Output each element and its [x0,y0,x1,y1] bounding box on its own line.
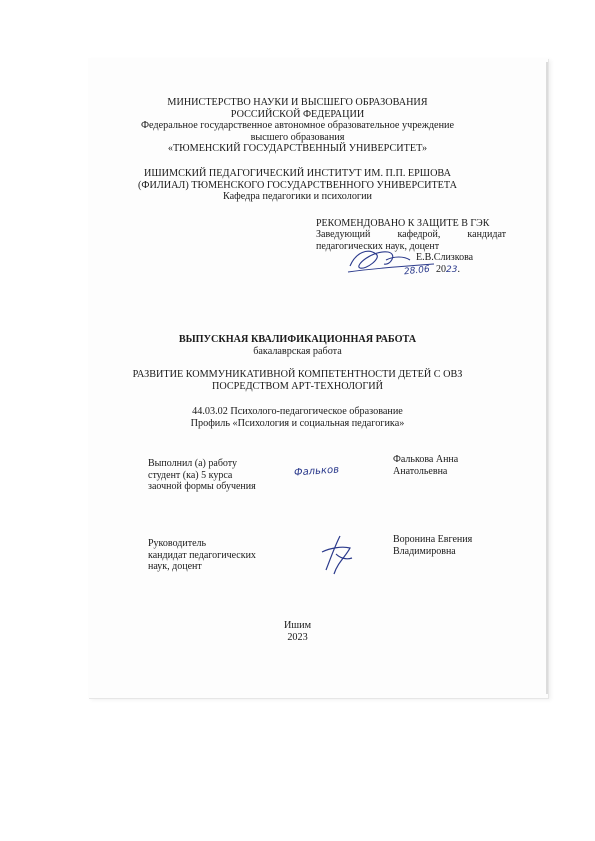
head-word3: кандидат [467,229,506,241]
head-degree: педагогических наук, доцент [316,240,440,252]
institute-line2: (ФИЛИАЛ) ТЮМЕНСКОГО ГОСУДАРСТВЕННОГО УНИВЕРСИТЕТА [138,179,457,191]
year: 2023 [287,631,308,643]
specialty-profile: Профиль «Психология и социальная педагогика» [190,417,405,429]
department-name: Кафедра педагогики и психологии [222,191,372,203]
institution-type-line: Федеральное государственное автономное образовательное учреждение [140,120,454,132]
handwritten-year: 23 [446,264,458,275]
student-role-block [148,458,256,493]
work-subtype: бакалаврская работа [253,346,342,357]
student-name1: Фалькова Анна [393,454,459,465]
thesis-title-line1: РАЗВИТИЕ КОММУНИКАТИВНОЙ КОМПЕТЕНТНОСТИ ДЕТЕЙ С ОВЗ [132,369,463,380]
thesis-title-line2: ПОСРЕДСТВОМ АРТ-ТЕХНОЛОГИЙ [212,380,383,392]
student-role2: студент (ка) 5 курса [148,469,233,481]
student-role3: заочной формы обучения [148,481,256,493]
head-word1: Заведующий [316,229,371,241]
specialty-block [0,406,595,429]
federation-line: РОССИЙСКОЙ ФЕДЕРАЦИИ [230,108,365,120]
supervisor-role2: кандидат педагогических [148,549,256,561]
supervisor-role3: наук, доцент [148,561,202,573]
supervisor-name-block [393,534,472,557]
supervisor-name2: Владимировна [393,545,456,557]
header-block [0,97,595,155]
student-name2: Анатольевна [393,465,448,477]
supervisor-signature [316,530,356,578]
student-signature: Фальков [293,464,340,479]
head-word2: кафедрой, [397,229,441,241]
approval-date: 2023. [436,263,460,275]
recommendation-title: РЕКОМЕНДОВАНО К ЗАЩИТЕ В ГЭК [316,218,490,229]
handwritten-date: 28.06 [403,264,431,278]
student-role1: Выполнил (а) работу [148,458,238,469]
university-name: «ТЮМЕНСКИЙ ГОСУДАРСТВЕННЫЙ УНИВЕРСИТЕТ» [167,143,428,155]
city: Ишим [283,620,312,631]
student-name-block [393,454,458,477]
supervisor-role1: Руководитель [148,538,207,549]
education-level-line: высшего образования [250,131,345,143]
specialty-code: 44.03.02 Психолого-педагогическое образование [192,406,403,417]
supervisor-name1: Воронина Евгения [393,534,473,545]
work-type: ВЫПУСКНАЯ КВАЛИФИКАЦИОННАЯ РАБОТА [178,334,417,345]
institute-line1: ИШИМСКИЙ ПЕДАГОГИЧЕСКИЙ ИНСТИТУТ ИМ. П.П. ЕРШОВА [144,168,451,179]
footer-block [0,620,595,643]
head-title-row [316,229,506,240]
thesis-title [0,369,595,392]
supervisor-role-block [148,538,256,573]
head-signer: Е.В.Слизкова [416,252,474,264]
ministry-line: МИНИСТЕРСТВО НАУКИ И ВЫСШЕГО ОБРАЗОВАНИЯ [167,97,428,108]
institute-block [0,168,595,203]
